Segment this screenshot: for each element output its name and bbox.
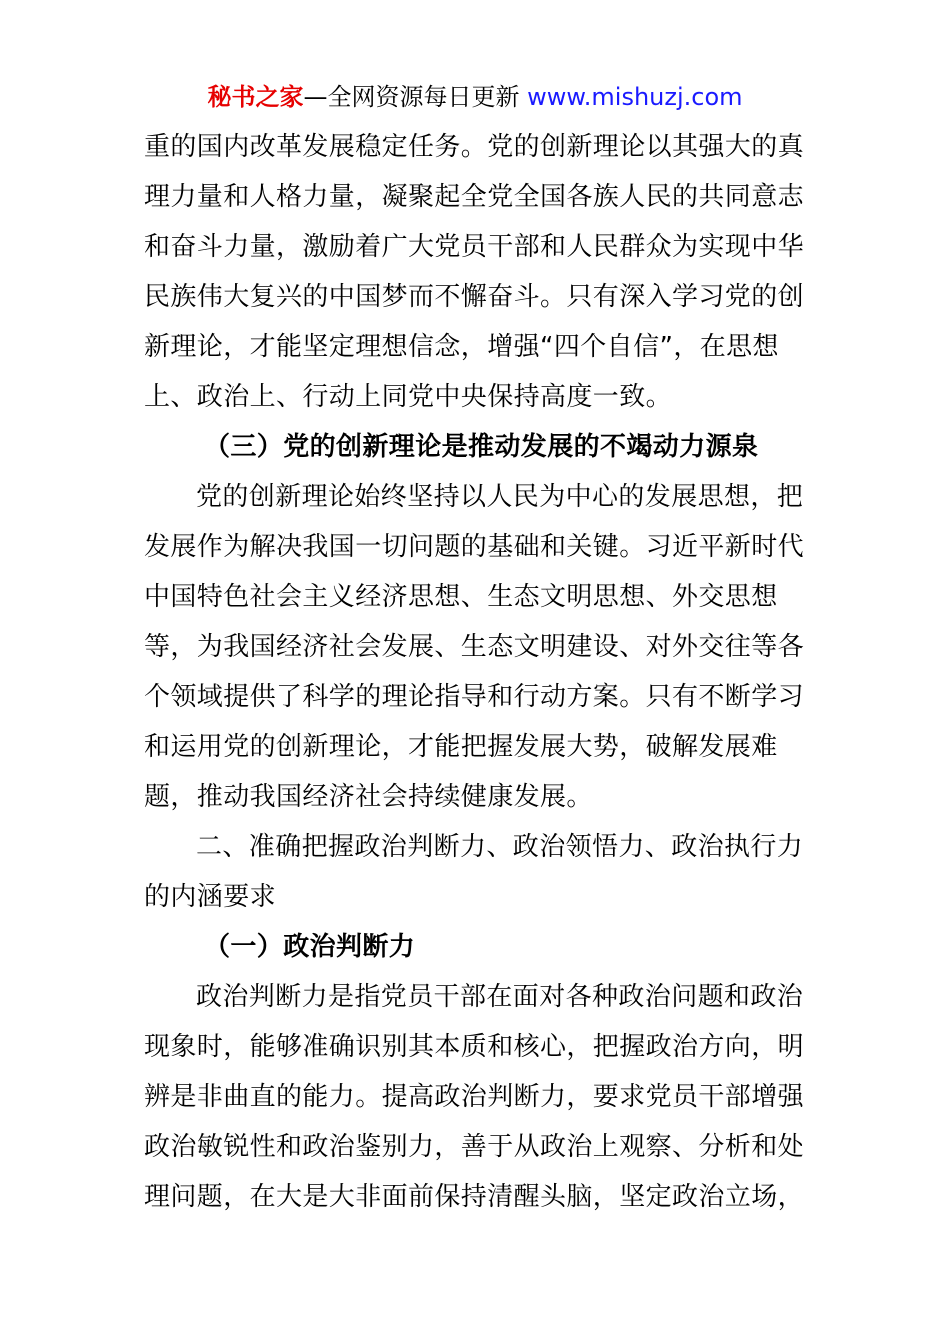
site-url-link[interactable]: www.mishuzj.com <box>527 83 743 111</box>
paragraph-line: 和奋斗力量，激励着广大党员干部和人民群众为实现中华 <box>144 232 805 262</box>
paragraph-line: 政治敏锐性和政治鉴别力，善于从政治上观察、分析和处 <box>144 1132 805 1162</box>
paragraph-line: 和运用党的创新理论，才能把握发展大势，破解发展难 <box>144 732 778 762</box>
section-heading: （一）政治判断力 <box>204 932 416 962</box>
paragraph-line: 等，为我国经济社会发展、生态文明建设、对外交往等各 <box>144 632 805 662</box>
paragraph-line: 题，推动我国经济社会持续健康发展。 <box>144 782 593 812</box>
chapter-heading: 二、准确把握政治判断力、政治领悟力、政治执行力 <box>196 832 804 862</box>
paragraph-line: 辨是非曲直的能力。提高政治判断力，要求党员干部增强 <box>144 1082 805 1112</box>
site-header <box>0 80 950 114</box>
site-tagline: —全网资源每日更新 <box>303 83 528 111</box>
paragraph-line: 上、政治上、行动上同党中央保持高度一致。 <box>144 382 673 412</box>
paragraph-line: 发展作为解决我国一切问题的基础和关键。习近平新时代 <box>144 532 805 562</box>
paragraph-line: 中国特色社会主义经济思想、生态文明思想、外交思想 <box>144 582 778 612</box>
paragraph-line: 新理论，才能坚定理想信念，增强“四个自信”，在思想 <box>144 332 779 362</box>
chapter-heading-continued: 的内涵要求 <box>144 882 277 912</box>
paragraph-line: 政治判断力是指党员干部在面对各种政治问题和政治 <box>196 982 804 1012</box>
document-body <box>144 122 808 1222</box>
paragraph-line: 现象时，能够准确识别其本质和核心，把握政治方向，明 <box>144 1032 805 1062</box>
site-brand: 秘书之家 <box>207 83 304 111</box>
section-heading: （三）党的创新理论是推动发展的不竭动力源泉 <box>204 432 759 462</box>
paragraph-line: 重的国内改革发展稳定任务。党的创新理论以其强大的真 <box>144 132 805 162</box>
paragraph-line: 理问题，在大是大非面前保持清醒头脑，坚定政治立场， <box>144 1182 805 1212</box>
paragraph-line: 民族伟大复兴的中国梦而不懈奋斗。只有深入学习党的创 <box>144 282 805 312</box>
paragraph-line: 党的创新理论始终坚持以人民为中心的发展思想，把 <box>196 482 804 512</box>
paragraph-line: 个领域提供了科学的理论指导和行动方案。只有不断学习 <box>144 682 805 712</box>
paragraph-line: 理力量和人格力量，凝聚起全党全国各族人民的共同意志 <box>144 182 805 212</box>
